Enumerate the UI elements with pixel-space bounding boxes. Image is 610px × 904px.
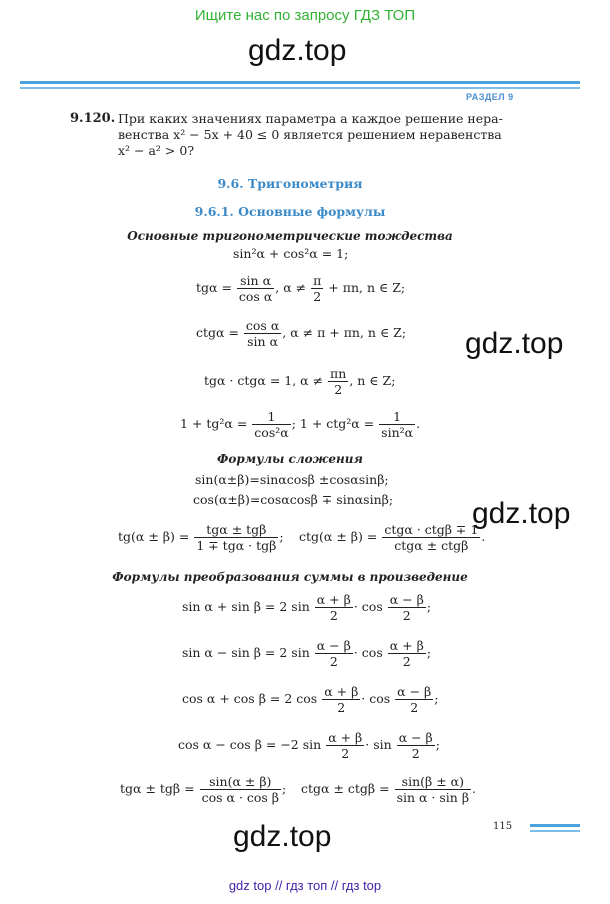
formula-identity-1: sin²α + cos²α = 1;: [233, 246, 349, 261]
formula-sin-plus-sin: sin α + sin β = 2 sin $\frac{\alpha + \beta}{2}$ · cos $\frac{\alpha - \beta}{2}$ ;: [182, 592, 432, 623]
formula-tg-sum: tg(α ± β) = $\frac{\text{tgα ± tgβ}}{\text{1 ∓ tgα · tgβ}}$ ;: [118, 522, 284, 553]
problem-number: 9.120.: [70, 111, 116, 126]
identities-heading: Основные тригонометрические тождества: [127, 229, 453, 243]
watermark-bottom: gdz.top: [233, 820, 332, 853]
formula-sin-sum: sin(α±β)=sinαcosβ ±cosαsinβ;: [195, 472, 389, 487]
formula-tg-plus-tg: tgα ± tgβ = $\frac{\sin(\alpha \pm \beta)}{\text{cos α · cos β}}$ ;: [120, 774, 287, 805]
section-heading: 9.6. Тригонометрия: [217, 176, 363, 191]
top-search-link[interactable]: Ищите нас по запросу ГДЗ ТОП: [194, 7, 416, 24]
watermark-top: gdz.top: [248, 34, 347, 67]
formula-tg-ctg-product: tgα · ctgα = 1, α ≠ $\frac{\pi n}{2}$ , n ∈ Z;: [204, 366, 396, 397]
header-rule-thin: [20, 87, 580, 89]
formula-ctg-sum: ctg(α ± β) = $\frac{\text{ctgα · ctgβ ∓ 1}}{\text{ctgα ± ctgβ}}$ .: [299, 522, 486, 553]
bottom-links[interactable]: gdz top // гдз топ // гдз top: [228, 878, 382, 893]
formula-tg-definition: tgα = $\frac{\text{sin α}}{\text{cos α}}$ , α ≠ $\frac{\pi}{2}$ + πn, n ∈ Z;: [196, 273, 406, 304]
subsection-heading: 9.6.1. Основные формулы: [194, 204, 386, 219]
formula-cos-plus-cos: cos α + cos β = 2 cos $\frac{\alpha + \beta}{2}$ · cos $\frac{\alpha - \beta}{2}$ ;: [182, 684, 439, 715]
addition-heading: Формулы сложения: [217, 452, 363, 466]
section-label: РАЗДЕЛ 9: [466, 92, 514, 102]
footer-rule-thin: [530, 830, 580, 832]
formula-sin-minus-sin: sin α − sin β = 2 sin $\frac{\alpha - \beta}{2}$ · cos $\frac{\alpha + \beta}{2}$ ;: [182, 638, 432, 669]
watermark-right-2: gdz.top: [472, 497, 571, 530]
formula-ctg-definition: ctgα = $\frac{\text{cos α}}{\text{sin α}}$ , α ≠ π + πn, n ∈ Z;: [196, 318, 407, 349]
problem-line-1: При каких значениях параметра a каждое решение нера-: [118, 111, 503, 126]
formula-ctg-plus-ctg: ctgα ± ctgβ = $\frac{\sin(\beta \pm \alpha)}{\text{sin α · sin β}}$ .: [301, 774, 477, 805]
problem-text: [118, 111, 510, 159]
page-number: 115: [493, 821, 513, 832]
formula-cos-sum: cos(α±β)=cosαcosβ ∓ sinαsinβ;: [193, 492, 394, 507]
problem-line-3: x² − a² > 0?: [118, 143, 195, 158]
watermark-right-1: gdz.top: [465, 327, 564, 360]
footer-rule: [530, 824, 580, 827]
sum-to-product-heading: Формулы преобразования суммы в произведение: [112, 570, 468, 584]
header-rule: [20, 81, 580, 84]
formula-cos-minus-cos: cos α − cos β = −2 sin $\frac{\alpha + \beta}{2}$ · sin $\frac{\alpha - \beta}{2}$ ;: [178, 730, 440, 761]
formula-one-plus-tg2: 1 + tg²α = $\frac{1}{\text{cos²α}}$ ; 1 + ctg²α = $\frac{1}{\text{sin²α}}$ .: [180, 409, 421, 440]
problem-line-2: венства x² − 5x + 40 ≤ 0 является решением неравенства: [118, 127, 502, 142]
